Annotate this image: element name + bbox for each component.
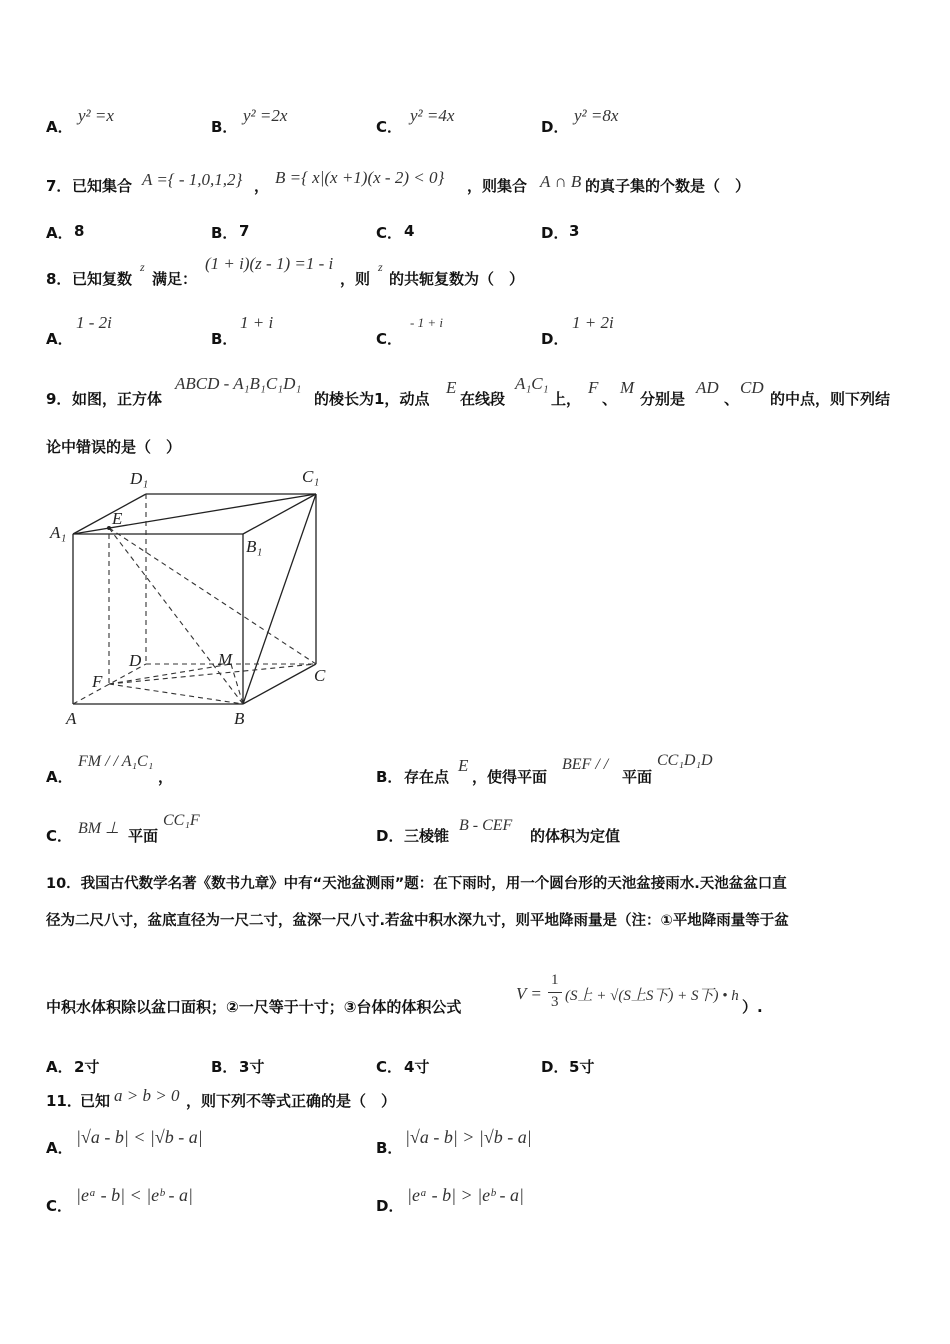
- segment-e-c: [109, 528, 316, 664]
- q7-intersection: A ∩ B: [540, 172, 582, 191]
- q10-formula-lhs: V =: [516, 984, 542, 1003]
- q9-option-d-label: D．: [376, 827, 404, 845]
- q9-text-7: 、: [724, 390, 740, 408]
- q10-frac-num: 1: [551, 972, 559, 988]
- q7-option-a-value: 8: [74, 222, 85, 240]
- q7-set-b: B ={ x|(x +1)(x - 2) < 0}: [275, 168, 445, 187]
- q9-text-2: 的棱长为1，动点: [314, 390, 430, 408]
- q9-option-a-expr: FM / / A₁C₁: [78, 753, 154, 770]
- segment-f-m: [109, 664, 231, 684]
- q11-option-d-expr: |eᵃ - b| > |eᵇ - a|: [407, 1185, 524, 1205]
- q9-option-b-e: E: [458, 756, 469, 775]
- q9-option-c-expr: BM ⊥: [78, 820, 120, 837]
- q8-equation: (1 + i)(z - 1) =1 - i: [205, 254, 334, 273]
- q9-point-e: E: [446, 378, 457, 397]
- q9-text-3: 在线段: [460, 390, 506, 408]
- q10-frac-den: 3: [551, 994, 559, 1010]
- q9-option-d-text-2: 的体积为定值: [530, 827, 621, 845]
- q11-option-c-label: C．: [46, 1197, 73, 1215]
- q11-condition: a > b > 0: [114, 1086, 180, 1105]
- point-e: [107, 526, 111, 530]
- q7-option-d-label: D．: [541, 224, 569, 242]
- q10-option-b-value: 3寸: [239, 1058, 265, 1076]
- q9-option-b-plane-2: CC₁D₁D: [657, 752, 713, 769]
- q10-option-a-label: A．: [46, 1058, 73, 1076]
- q8-option-b-expr: 1 + i: [240, 313, 274, 332]
- q10-line-1: 10．我国古代数学名著《数书九章》中有“天池盆测雨”题：在下雨时，用一个圆台形的天池盆接雨水.天池盆盆口直: [46, 876, 787, 892]
- q9-text-6: 分别是: [640, 390, 686, 408]
- q8-option-d-label: D．: [541, 330, 569, 348]
- q7-text-2: ，则集合: [467, 177, 528, 195]
- q7-number: 7．: [46, 177, 72, 195]
- q8-text-2: 满足：: [152, 270, 198, 288]
- q11-number: 11．: [46, 1092, 82, 1110]
- q8-option-a-expr: 1 - 2i: [76, 313, 112, 332]
- q10-option-c-label: C．: [376, 1058, 403, 1076]
- q6-option-a-label: A．: [46, 118, 73, 136]
- q9-option-b-text-1: 存在点: [404, 768, 450, 786]
- q9-ad: AD: [696, 378, 719, 397]
- q7-text-3: 的真子集的个数是（ ）: [585, 177, 751, 195]
- q8-text-3: ，则: [340, 270, 371, 288]
- q11-option-b-expr: |√a - b| > |√b - a|: [405, 1127, 532, 1147]
- q9-text-5: 、: [602, 390, 618, 408]
- q8-option-a-label: A．: [46, 330, 73, 348]
- q7-option-b-label: B．: [211, 224, 238, 242]
- q9-text-1: 如图，正方体: [72, 390, 163, 408]
- label-a: A: [66, 709, 77, 728]
- q6-option-b-label: B．: [211, 118, 238, 136]
- q11-option-d-label: D．: [376, 1197, 404, 1215]
- segment-m-b: [231, 664, 243, 704]
- q9-option-a-tail: ，: [158, 768, 174, 786]
- q11-option-a-expr: |√a - b| < |√b - a|: [76, 1127, 203, 1147]
- q9-option-a-label: A．: [46, 768, 73, 786]
- q11-option-c-expr: |eᵃ - b| < |eᵇ - a|: [76, 1185, 193, 1205]
- q9-segment: A₁C₁: [515, 374, 549, 393]
- label-d: D: [129, 651, 142, 670]
- q10-option-d-label: D．: [541, 1058, 569, 1076]
- q9-option-b-label: B．: [376, 768, 403, 786]
- label-f: F: [92, 672, 103, 691]
- q7-set-a: A ={ - 1,0,1,2}: [142, 170, 243, 189]
- label-a1: A₁: [50, 523, 67, 542]
- q11-text-1: 已知: [80, 1092, 111, 1110]
- q9-point-f: F: [588, 378, 599, 397]
- q9-number: 9．: [46, 390, 72, 408]
- q9-option-b-text-3: 平面: [622, 768, 653, 786]
- q9-cd: CD: [740, 378, 764, 397]
- label-c: C: [314, 666, 326, 685]
- q11-text-2: ，则下列不等式正确的是（ ）: [186, 1092, 397, 1110]
- q7-option-b-value: 7: [239, 222, 250, 240]
- q6-option-d-label: D．: [541, 118, 569, 136]
- q10-line-3: 中积水体积除以盆口面积；②一尺等于十寸；③台体的体积公式: [46, 998, 462, 1016]
- q9-text-8: 的中点，则下列结: [770, 390, 891, 408]
- q10-tail: ）.: [742, 998, 763, 1016]
- label-e: E: [112, 509, 123, 528]
- q9-point-m: M: [620, 378, 635, 397]
- q10-frac-bar: [548, 992, 562, 993]
- q6-option-c-expr: y² =4x: [410, 106, 455, 125]
- q7-text-1: 已知集合: [72, 177, 133, 195]
- q6-option-b-expr: y² =2x: [243, 106, 288, 125]
- q9-option-c-plane: CC₁F: [163, 812, 200, 829]
- label-d1: D₁: [130, 469, 149, 488]
- q7-option-c-label: C．: [376, 224, 403, 242]
- q9-line-2: 论中错误的是（ ）: [46, 438, 182, 456]
- q10-option-a-value: 2寸: [74, 1058, 100, 1076]
- label-c1: C₁: [302, 467, 320, 486]
- cube-figure: [40, 460, 350, 735]
- q6-option-d-expr: y² =8x: [574, 106, 619, 125]
- q9-option-d-text-1: 三棱锥: [404, 827, 450, 845]
- q9-option-b-plane-1: BEF / /: [562, 756, 609, 773]
- q10-line-2: 径为二尺八寸，盆底直径为一尺二寸，盆深一尺八寸.若盆中积水深九寸，则平地降雨量是（注：①平地降雨量等于盆: [46, 913, 789, 929]
- q8-option-b-label: B．: [211, 330, 238, 348]
- q9-option-c-label: C．: [46, 827, 73, 845]
- q8-z: z: [140, 260, 145, 274]
- q9-option-d-expr: B - CEF: [459, 817, 513, 834]
- q8-number: 8．: [46, 270, 72, 288]
- q8-option-d-expr: 1 + 2i: [572, 313, 614, 332]
- q11-option-a-label: A．: [46, 1139, 73, 1157]
- q6-option-c-label: C．: [376, 118, 403, 136]
- q6-option-a-expr: y² =x: [78, 106, 114, 125]
- q9-option-c-text-1: 平面: [128, 827, 159, 845]
- segment-f-b: [109, 684, 243, 704]
- q8-option-c-label: C．: [376, 330, 403, 348]
- q7-option-d-value: 3: [569, 222, 580, 240]
- q7-option-c-value: 4: [404, 222, 415, 240]
- label-m: M: [218, 650, 233, 669]
- q7-option-a-label: A．: [46, 224, 73, 242]
- q8-text-1: 已知复数: [72, 270, 133, 288]
- q9-option-b-text-2: ，使得平面: [472, 768, 548, 786]
- segment-b-c1: [243, 494, 316, 704]
- q10-option-c-value: 4寸: [404, 1058, 430, 1076]
- q8-text-4: 的共轭复数为（ ）: [389, 270, 525, 288]
- label-b1: B₁: [246, 537, 263, 556]
- q11-option-b-label: B．: [376, 1139, 403, 1157]
- q10-option-d-value: 5寸: [569, 1058, 595, 1076]
- q9-text-4: 上，: [551, 390, 582, 408]
- q8-option-c-expr: - 1 + i: [410, 315, 443, 330]
- q7-comma: ，: [254, 177, 270, 195]
- q10-option-b-label: B．: [211, 1058, 238, 1076]
- q10-formula-body: (S上 + √(S上S下) + S下) • h: [565, 988, 739, 1004]
- label-b: B: [234, 709, 245, 728]
- q9-cube-name: ABCD - A₁B₁C₁D₁: [175, 374, 302, 393]
- q8-z-2: z: [378, 260, 383, 274]
